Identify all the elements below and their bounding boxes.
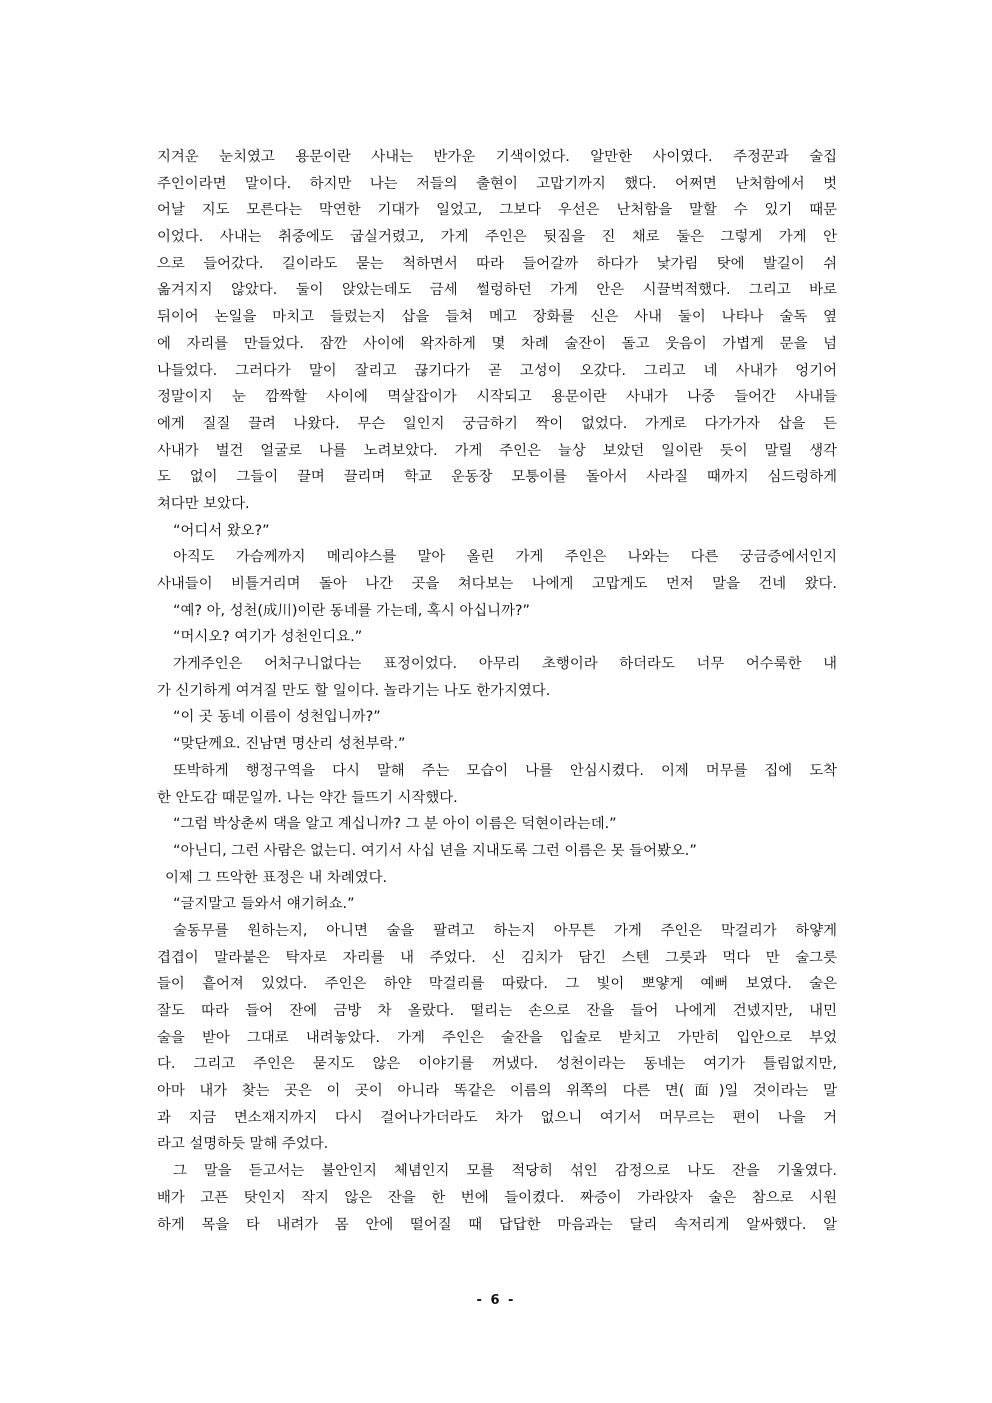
text-line: 주인이라면 말이다. 하지만 나는 저들의 출현이 고맙기까지 했다. 어쩌면 난처함에서 벗 <box>157 175 837 192</box>
text-line: 지겨운 눈치였고 용문이란 사내는 반가운 기색이었다. 알만한 사이였다. 주정꾼과 술집 <box>157 149 837 165</box>
dialogue-line: “글지말고 들와서 얘기허쇼.” <box>173 896 355 913</box>
dialogue-line: “예? 아, 성천(成川)이란 동네를 가는데, 혹시 아십니까?” <box>173 602 531 619</box>
paragraph-start-line: 또박하게 행정구역을 다시 말해 주는 모습이 나를 안심시켰다. 이제 머무를 집에 도착 <box>173 762 837 779</box>
dialogue-line: “아닌디, 그런 사람은 없는디. 여기서 사십 년을 지내도록 그런 이름은 못 들어봤오.” <box>173 842 697 859</box>
text-line: 과 지금 면소재지까지 다시 걸어나가더라도 차가 없으니 여기서 머무르는 편이 나을 거 <box>157 1109 837 1126</box>
text-line: 술을 받아 그대로 내려놓았다. 가게 주인은 술잔을 입술로 받치고 가만히 입안으로 부었 <box>157 1029 837 1046</box>
text-line: 들이 흩어져 있었다. 주인은 하얀 막걸리를 따랐다. 그 빛이 뽀얗게 예뻐 보였다. 술은 <box>157 976 837 993</box>
paragraph-start-line: 아직도 가슴께까지 메리야스를 말아 올린 가게 주인은 나와는 다른 궁금증에서인지 <box>173 549 837 566</box>
text-line: 사내들이 비틀거리며 돌아 나간 곳을 쳐다보는 나에게 고맙게도 먼저 말을 건네 왔다. <box>157 576 837 592</box>
text-line: 도 없이 그들이 끌며 끌리며 학교 운동장 모퉁이를 돌아서 사라질 때까지 심드렁하게 <box>157 469 837 486</box>
text-line: 으로 들어갔다. 길이라도 묻는 척하면서 따라 들어갈까 하다가 낯가림 탓에 발길이 쉬 <box>157 255 837 272</box>
text-line: 나들었다. 그러다가 말이 잘리고 끊기다가 곧 고성이 오갔다. 그리고 네 사내가 엉기어 <box>157 362 837 379</box>
dialogue-line: “그럼 박상춘씨 댁을 알고 계십니까? 그 분 아이 이름은 덕현이라는데.” <box>173 816 617 833</box>
text-line: 배가 고픈 탓인지 작지 않은 잔을 한 번에 들이켰다. 짜증이 가라앉자 술은 참으로 시원 <box>157 1189 837 1206</box>
paragraph-start-line: 가게주인은 어처구니없다는 표정이었다. 아무리 초행이라 하더라도 너무 어수룩한 내 <box>173 656 837 673</box>
text-line: 쳐다만 보았다. <box>157 495 250 512</box>
text-line: 다. 그리고 주인은 묻지도 않은 이야기를 꺼냈다. 성천이라는 동네는 여기가 틀림없지만, <box>157 1056 837 1073</box>
text-line: 이었다. 사내는 취중에도 굽실거렸고, 가게 주인은 뒷짐을 진 채로 둘은 그렇게 가게 안 <box>157 229 837 246</box>
text-line: 에 자리를 만들었다. 잠깐 사이에 왁자하게 몇 차례 술잔이 돌고 웃음이 가볍게 문을 넘 <box>157 335 837 352</box>
text-line: 뒤이어 논일을 마치고 들렀는지 삽을 들쳐 메고 장화를 신은 사내 둘이 나타나 술독 옆 <box>157 309 837 326</box>
paragraph-start-line: 그 말을 듣고서는 불안인지 체념인지 모를 적당히 섞인 감정으로 나도 잔을 기울였다. <box>173 1163 837 1180</box>
page-number: - 6 - <box>476 1293 516 1308</box>
paragraph-start-line: 술동무를 원하는지, 아니면 술을 팔려고 하는지 아무튼 가게 주인은 막걸리가 하얗게 <box>173 922 837 939</box>
text-line: 사내가 벌건 얼굴로 나를 노려보았다. 가게 주인은 늘상 보았던 일이란 듯이 말릴 생각 <box>157 442 837 459</box>
dialogue-line: “어디서 왔오?” <box>173 522 270 539</box>
document-body <box>157 144 837 1238</box>
dialogue-line: “머시오? 여기가 성천인디요.” <box>173 629 363 646</box>
text-line: 잘도 따라 들어 잔에 금방 차 올랐다. 떨리는 손으로 잔을 들어 나에게 건넸지만, 내민 <box>157 1003 837 1019</box>
dialogue-line: “이 곳 동네 이름이 성천입니까?” <box>173 709 381 726</box>
text-line: 라고 설명하듯 말해 주었다. <box>157 1136 329 1153</box>
dialogue-line: “맞단께요. 진남면 명산리 성천부락.” <box>173 736 406 753</box>
text-line: 가 신기하게 여겨질 만도 할 일이다. 놀라기는 나도 한가지였다. <box>157 682 551 699</box>
text-line: 겹겹이 말라붙은 탁자로 자리를 내 주었다. 신 김치가 담긴 스텐 그릇과 먹다 만 술그릇 <box>157 949 837 966</box>
paragraph-start-line: 이제 그 뜨악한 표정은 내 차례였다. <box>165 869 388 886</box>
text-line: 어날 지도 모른다는 막연한 기대가 일었고, 그보다 우선은 난처함을 말할 수 있기 때문 <box>157 202 837 219</box>
text-line: 아마 내가 찾는 곳은 이 곳이 아니라 똑같은 이름의 위쪽의 다른 면(面)일 것이라는 말 <box>157 1083 837 1100</box>
text-line: 한 안도감 때문일까. 나는 약간 들뜨기 시작했다. <box>157 789 458 806</box>
text-line: 하게 목을 타 내려가 몸 안에 떨어질 때 답답한 마음과는 달리 속저리게 알싸했다. 알 <box>157 1216 837 1233</box>
text-line: 에게 질질 끌려 나왔다. 무슨 일인지 궁금하기 짝이 없었다. 가게로 다가가자 삽을 든 <box>157 415 837 432</box>
text-line: 옮겨지지 않았다. 둘이 앉았는데도 금세 썰렁하던 가게 안은 시끌벅적했다. 그리고 바로 <box>157 282 837 299</box>
text-line: 정말이지 눈 깜짝할 사이에 멱살잡이가 시작되고 용문이란 사내가 나중 들어간 사내들 <box>157 389 837 406</box>
